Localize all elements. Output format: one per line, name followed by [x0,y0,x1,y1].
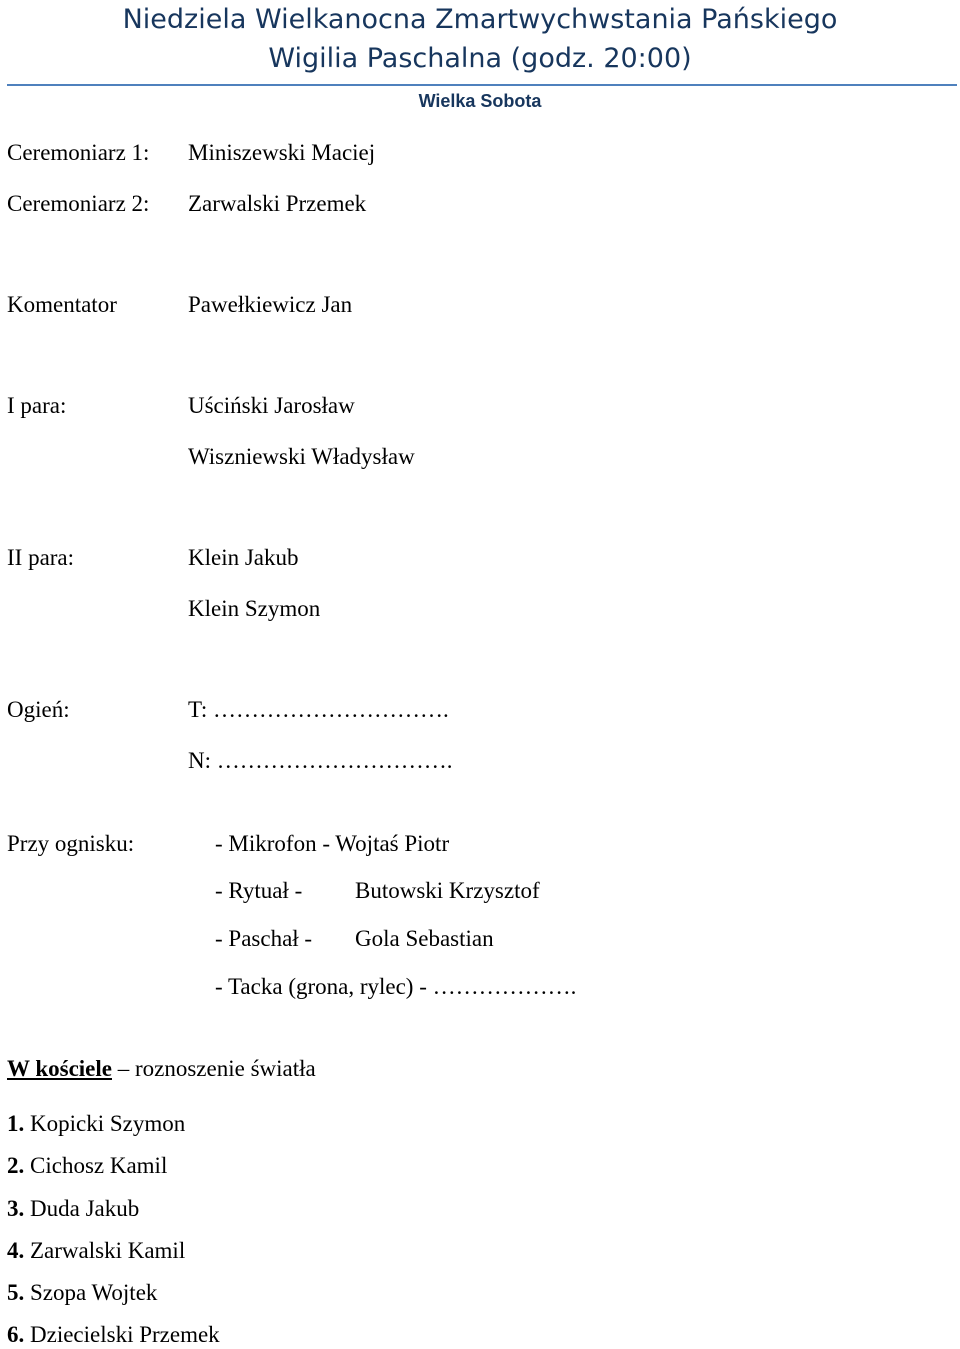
para1-person-a: Uściński Jarosław [188,393,355,418]
list-item-number: 1. [7,1111,25,1136]
list-item-name: Szopa Wojtek [24,1280,158,1305]
list-item-name: Kopicki Szymon [24,1111,186,1136]
document-title: Niedziela Wielkanocna Zmartwychwstania Pańskiego [122,4,838,35]
ognisko-label: Przy ognisku: [7,831,135,856]
ceremoniarz2-value: Zarwalski Przemek [188,191,367,216]
tacka-line: - Tacka (grona, rylec) - ………………. [215,974,577,999]
paschal-label: - Paschał - [215,926,313,951]
ogien-t-line: T: …………………………. [188,697,449,722]
title-divider [7,84,957,86]
para1-person-b: Wiszniewski Władysław [188,444,415,469]
list-item-number: 5. [7,1280,25,1305]
list-item [7,1152,167,1180]
kosciol-heading-bold: W kościele [7,1056,112,1081]
para2-person-a: Klein Jakub [188,545,299,570]
para2-person-b: Klein Szymon [188,596,321,621]
para2-label: II para: [7,545,75,570]
list-item-name: Dziecielski Przemek [24,1322,220,1347]
list-item-name: Duda Jakub [24,1196,140,1221]
ceremoniarz1-label: Ceremoniarz 1: [7,140,150,165]
list-item-number: 3. [7,1196,25,1221]
kosciol-heading [7,1055,316,1083]
kosciol-heading-rest: – roznoszenie światła [111,1056,316,1081]
document-subtitle-mass: Wigilia Paschalna (godz. 20:00) [268,43,692,74]
ceremoniarz2-label: Ceremoniarz 2: [7,191,150,216]
list-item [7,1237,185,1265]
para1-label: I para: [7,393,67,418]
list-item-name: Zarwalski Kamil [24,1238,186,1263]
paschal-value: Gola Sebastian [355,926,494,951]
ceremoniarz1-value: Miniszewski Maciej [188,140,376,165]
list-item-number: 6. [7,1322,25,1347]
list-item [7,1110,185,1138]
rytual-value: Butowski Krzysztof [355,878,540,903]
ogien-label: Ogień: [7,697,70,722]
mikrofon-line: - Mikrofon - Wojtaś Piotr [215,831,450,856]
day-label: Wielka Sobota [418,91,542,111]
list-item [7,1321,220,1349]
ogien-n-line: N: …………………………. [188,748,453,773]
rytual-label: - Rytuał - [215,878,303,903]
list-item-number: 2. [7,1153,25,1178]
list-item-name: Cichosz Kamil [24,1153,168,1178]
list-item [7,1279,157,1307]
list-item-number: 4. [7,1238,25,1263]
list-item [7,1195,139,1223]
komentator-label: Komentator [7,292,117,317]
komentator-value: Pawełkiewicz Jan [188,292,353,317]
